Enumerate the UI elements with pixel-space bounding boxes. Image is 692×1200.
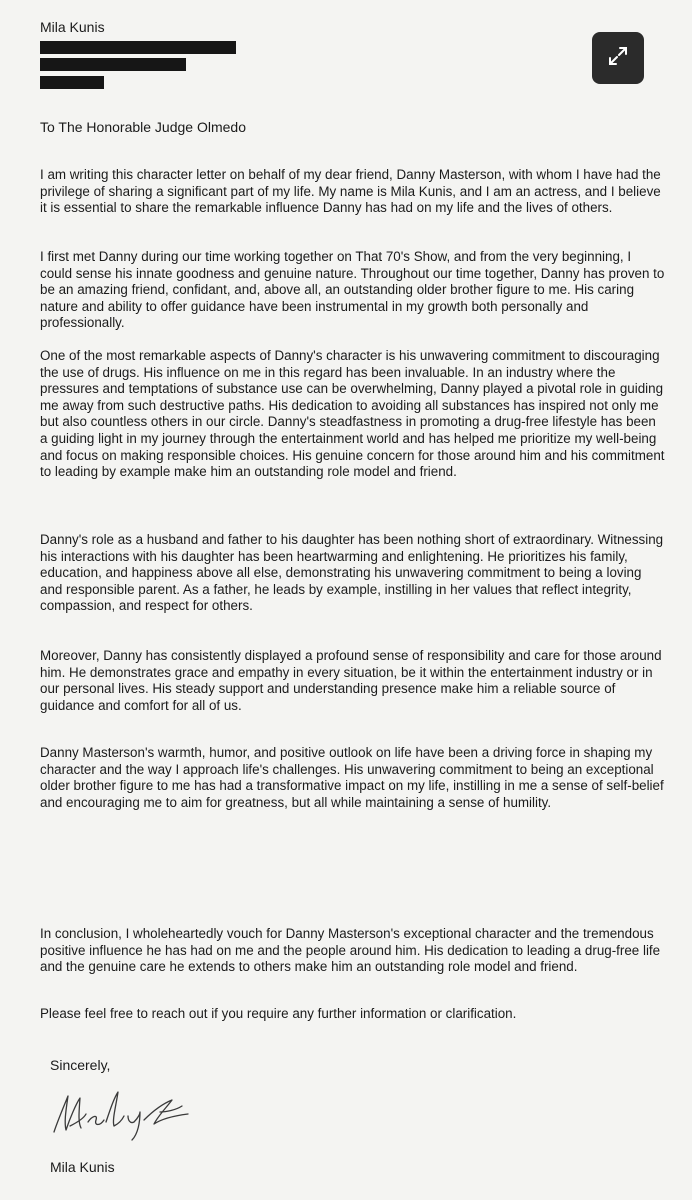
paragraph-5: Moreover, Danny has consistently displayed a profound sense of responsibility and care for those around him. He demonstrates grace and empathy in every situation, be it within the entertainment industry or in our personal lives. His steady support and understanding presence make him a reliable source of guidance and comfort for all of us. — [40, 648, 662, 713]
paragraph-1: I am writing this character letter on behalf of my dear friend, Danny Masterson, with whom I have had the privilege of sharing a significant part of my life. My name is Mila Kunis, and I am an actress, and I believe it is essential to share the remarkable influence Danny has had on my life and the lives of others. — [40, 167, 661, 216]
paragraph-4: Danny's role as a husband and father to his daughter has been nothing short of extraordinary. Witnessing his interactions with his daughter has been heartwarming and enlightening. He prioritizes his family, education, and happiness above all else, demonstrating his unwavering commitment to being a loving and responsible parent. As a father, he leads by example, instilling in her values that reflect integrity, compassion, and respect for others. — [40, 532, 664, 614]
expand-button[interactable] — [592, 32, 644, 84]
handwritten-signature — [48, 1082, 208, 1147]
redacted-address-line-2 — [40, 58, 186, 71]
redacted-address-line-1 — [40, 41, 236, 54]
expand-arrows-icon — [607, 45, 629, 72]
paragraph-2: I first met Danny during our time working together on That 70's Show, and from the very beginning, I could sense his innate goodness and genuine nature. Throughout our time together, Danny has proven to be an amazing friend, confidant, and, above all, an outstanding older brother figure to me. His caring nature and ability to offer guidance have been instrumental in my growth both personally and professionally. — [40, 249, 665, 331]
redacted-address-line-3 — [40, 76, 104, 89]
sender-name: Mila Kunis — [40, 19, 105, 35]
paragraph-conclusion: In conclusion, I wholeheartedly vouch for Danny Masterson's exceptional character and the tremendous positive influence he has had on me and the people around him. His dedication to leading a drug-free life and the genuine care he extends to others make him an outstanding role model and friend. — [40, 926, 661, 975]
salutation: To The Honorable Judge Olmedo — [40, 119, 246, 135]
paragraph-contact: Please feel free to reach out if you require any further information or clarification. — [40, 1006, 517, 1021]
paragraph-6: Danny Masterson's warmth, humor, and positive outlook on life have been a driving force in shaping my character and the way I approach life's challenges. His unwavering commitment to being an exceptional older brother figure to me has had a transformative impact on my life, instilling in me a sense of self-belief and encouraging me to aim for greatness, but all while maintaining a sense of humility. — [40, 745, 664, 810]
closing: Sincerely, — [50, 1057, 111, 1073]
signer-name: Mila Kunis — [50, 1159, 115, 1175]
paragraph-3: One of the most remarkable aspects of Danny's character is his unwavering commitment to discouraging the use of drugs. His influence on me in this regard has been invaluable. In an industry where the pressures and temptations of substance use can be overwhelming, Danny played a pivotal role in guiding me away from such destructive paths. His dedication to avoiding all substances has inspired not only me but also countless others in our circle. Danny's steadfastness in promoting a drug-free lifestyle has been a guiding light in my journey through the entertainment world and has helped me prioritize my well-being and focus on making responsible choices. His genuine concern for those around him and his commitment to leading by example make him an outstanding role model and friend. — [40, 348, 665, 480]
